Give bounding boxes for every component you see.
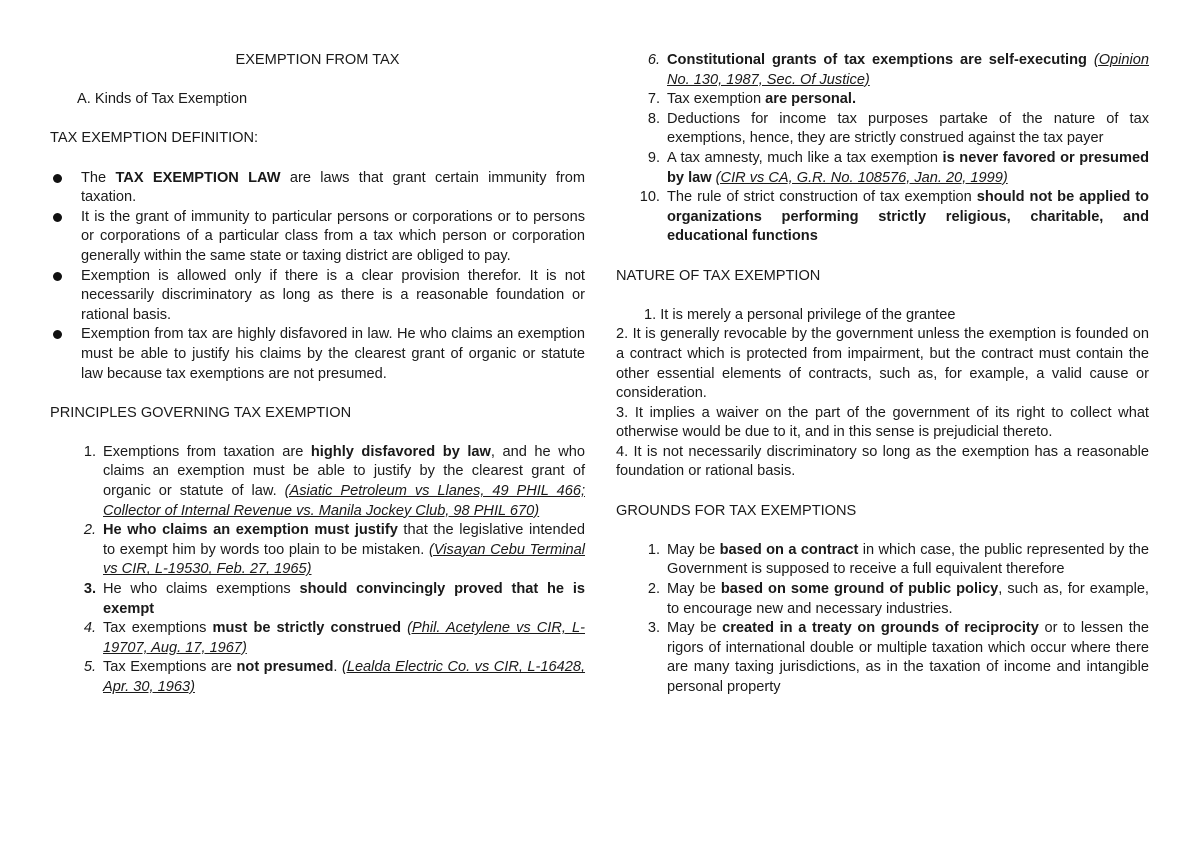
grounds-list <box>616 541 1149 698</box>
ground-item: 3. May be created in a treaty on grounds of reciprocity or to lessen the rigors of international double or multiple taxation which occur where there are many taxing jurisdictions, as in the taxation of income and intangible personal property <box>647 620 1150 695</box>
left-column <box>50 51 585 698</box>
definition-bullet-list <box>50 169 585 385</box>
principle-item: 7. Tax exemption are personal. <box>647 91 857 108</box>
case-citation: (Phil. Acetylene vs CIR, L-19707, Aug. 17, 1967) <box>103 620 585 656</box>
bullet-dot-icon <box>53 330 62 339</box>
case-citation: (Asiatic Petroleum vs Llanes, 49 PHIL 466; Collector of Internal Revenue vs. Manila Jockey Club, 98 PHIL 670) <box>103 483 585 519</box>
principle-item: 3. He who claims exemptions should convincingly proved that he is exempt <box>83 581 585 617</box>
document-title: EXEMPTION FROM TAX <box>235 52 400 68</box>
principle-item: 10. The rule of strict construction of tax exemption should not be applied to organizations performing strictly religious, charitable, and educational functions <box>639 189 1149 245</box>
principle-item: 8. Deductions for income tax purposes partake of the nature of tax exemptions, hence, they are strictly construed against the tax payer <box>647 110 1149 147</box>
case-citation: (CIR vs CA, G.R. No. 108576, Jan. 20, 1999) <box>715 169 1008 186</box>
nature-item: 2. It is generally revocable by the government unless the exemption is founded on a contract which is protected from impairment, but the contract must contain the other essential elements of contracts, such as, for example, a valid cause or consideration. <box>616 326 1149 402</box>
principles-heading: PRINCIPLES GOVERNING TAX EXEMPTION <box>50 404 352 421</box>
right-column <box>616 51 1149 698</box>
bullet-dot-icon <box>53 174 62 183</box>
principle-item: 6. Constitutional grants of tax exemptions are self-executing (Opinion No. 130, 1987, Sec. Of Justice) <box>647 52 1149 88</box>
bullet-item: It is the grant of immunity to particular persons or corporations or to persons or corporations of a particular class from a tax which person or corporation generally within the same state or taxing district are obliged to pay. <box>50 208 585 267</box>
nature-heading: NATURE OF TAX EXEMPTION <box>616 267 821 284</box>
case-citation: (Visayan Cebu Terminal vs CIR, L-19530, Feb. 27, 1965) <box>103 541 585 578</box>
grounds-heading: GROUNDS FOR TAX EXEMPTIONS <box>616 502 857 519</box>
bullet-dot-icon <box>53 213 62 222</box>
bullet-item: The TAX EXEMPTION LAW are laws that grant certain immunity from taxation. <box>50 169 585 208</box>
definition-heading: TAX EXEMPTION DEFINITION: <box>50 130 259 147</box>
ground-item: 2. May be based on some ground of public policy, such as, for example, to encourage new and necessary industries. <box>647 581 1149 617</box>
principle-item: 5. Tax Exemptions are not presumed. (Lealda Electric Co. vs CIR, L-16428, Apr. 30, 1963) <box>83 659 586 695</box>
principle-item: 4. Tax exemptions must be strictly construed (Phil. Acetylene vs CIR, L-19707, Aug. 17, 1967) <box>83 620 585 656</box>
nature-item: 4. It is not necessarily discriminatory so long as the exemption has a reasonable foundation or rational basis. <box>616 443 1149 480</box>
principle-item: 9. A tax amnesty, much like a tax exemption is never favored or presumed by law (CIR vs CA, G.R. No. 108576, Jan. 20, 1999) <box>647 149 1149 186</box>
nature-item: 1. It is merely a personal privilege of the grantee <box>644 306 956 323</box>
nature-item: 3. It implies a waiver on the part of the government of its right to collect what otherwise would be due to it, and in this sense is prejudicial thereto. <box>616 404 1149 441</box>
bullet-item: Exemption from tax are highly disfavored in law. He who claims an exemption must be able to justify his claims by the clearest grant of organic or statute law because tax exemptions are not presumed. <box>50 325 585 384</box>
case-citation: (Lealda Electric Co. vs CIR, L-16428, Apr. 30, 1963) <box>103 659 586 695</box>
nature-list <box>616 306 1149 482</box>
principle-item: 1. Exemptions from taxation are highly disfavored by law, and he who claims an exemption must be able to justify by the clearest grant of organic or statute of law. (Asiatic Petroleum vs Llanes, 49 PHIL 466; Collector of Internal Revenue vs. Manila Jockey Club, 98 PHIL 670) <box>83 443 585 519</box>
bullet-item: Exemption is allowed only if there is a clear provision therefor. It is not necessarily discriminatory as long as there is a reasonable foundation or rational basis. <box>50 267 585 326</box>
principles-list <box>50 443 585 698</box>
bullet-dot-icon <box>53 272 62 281</box>
ground-item: 1. May be based on a contract in which case, the public represented by the Government is supposed to receive a full equivalent therefore <box>647 541 1149 578</box>
principles-list-continued <box>616 51 1149 247</box>
case-citation: (Opinion No. 130, 1987, Sec. Of Justice) <box>667 52 1149 88</box>
principle-item: 2. He who claims an exemption must justify that the legislative intended to exempt him by words too plain to be mistaken. (Visayan Cebu Terminal vs CIR, L-19530, Feb. 27, 1965) <box>83 522 585 578</box>
section-subtitle: A. Kinds of Tax Exemption <box>77 91 248 108</box>
